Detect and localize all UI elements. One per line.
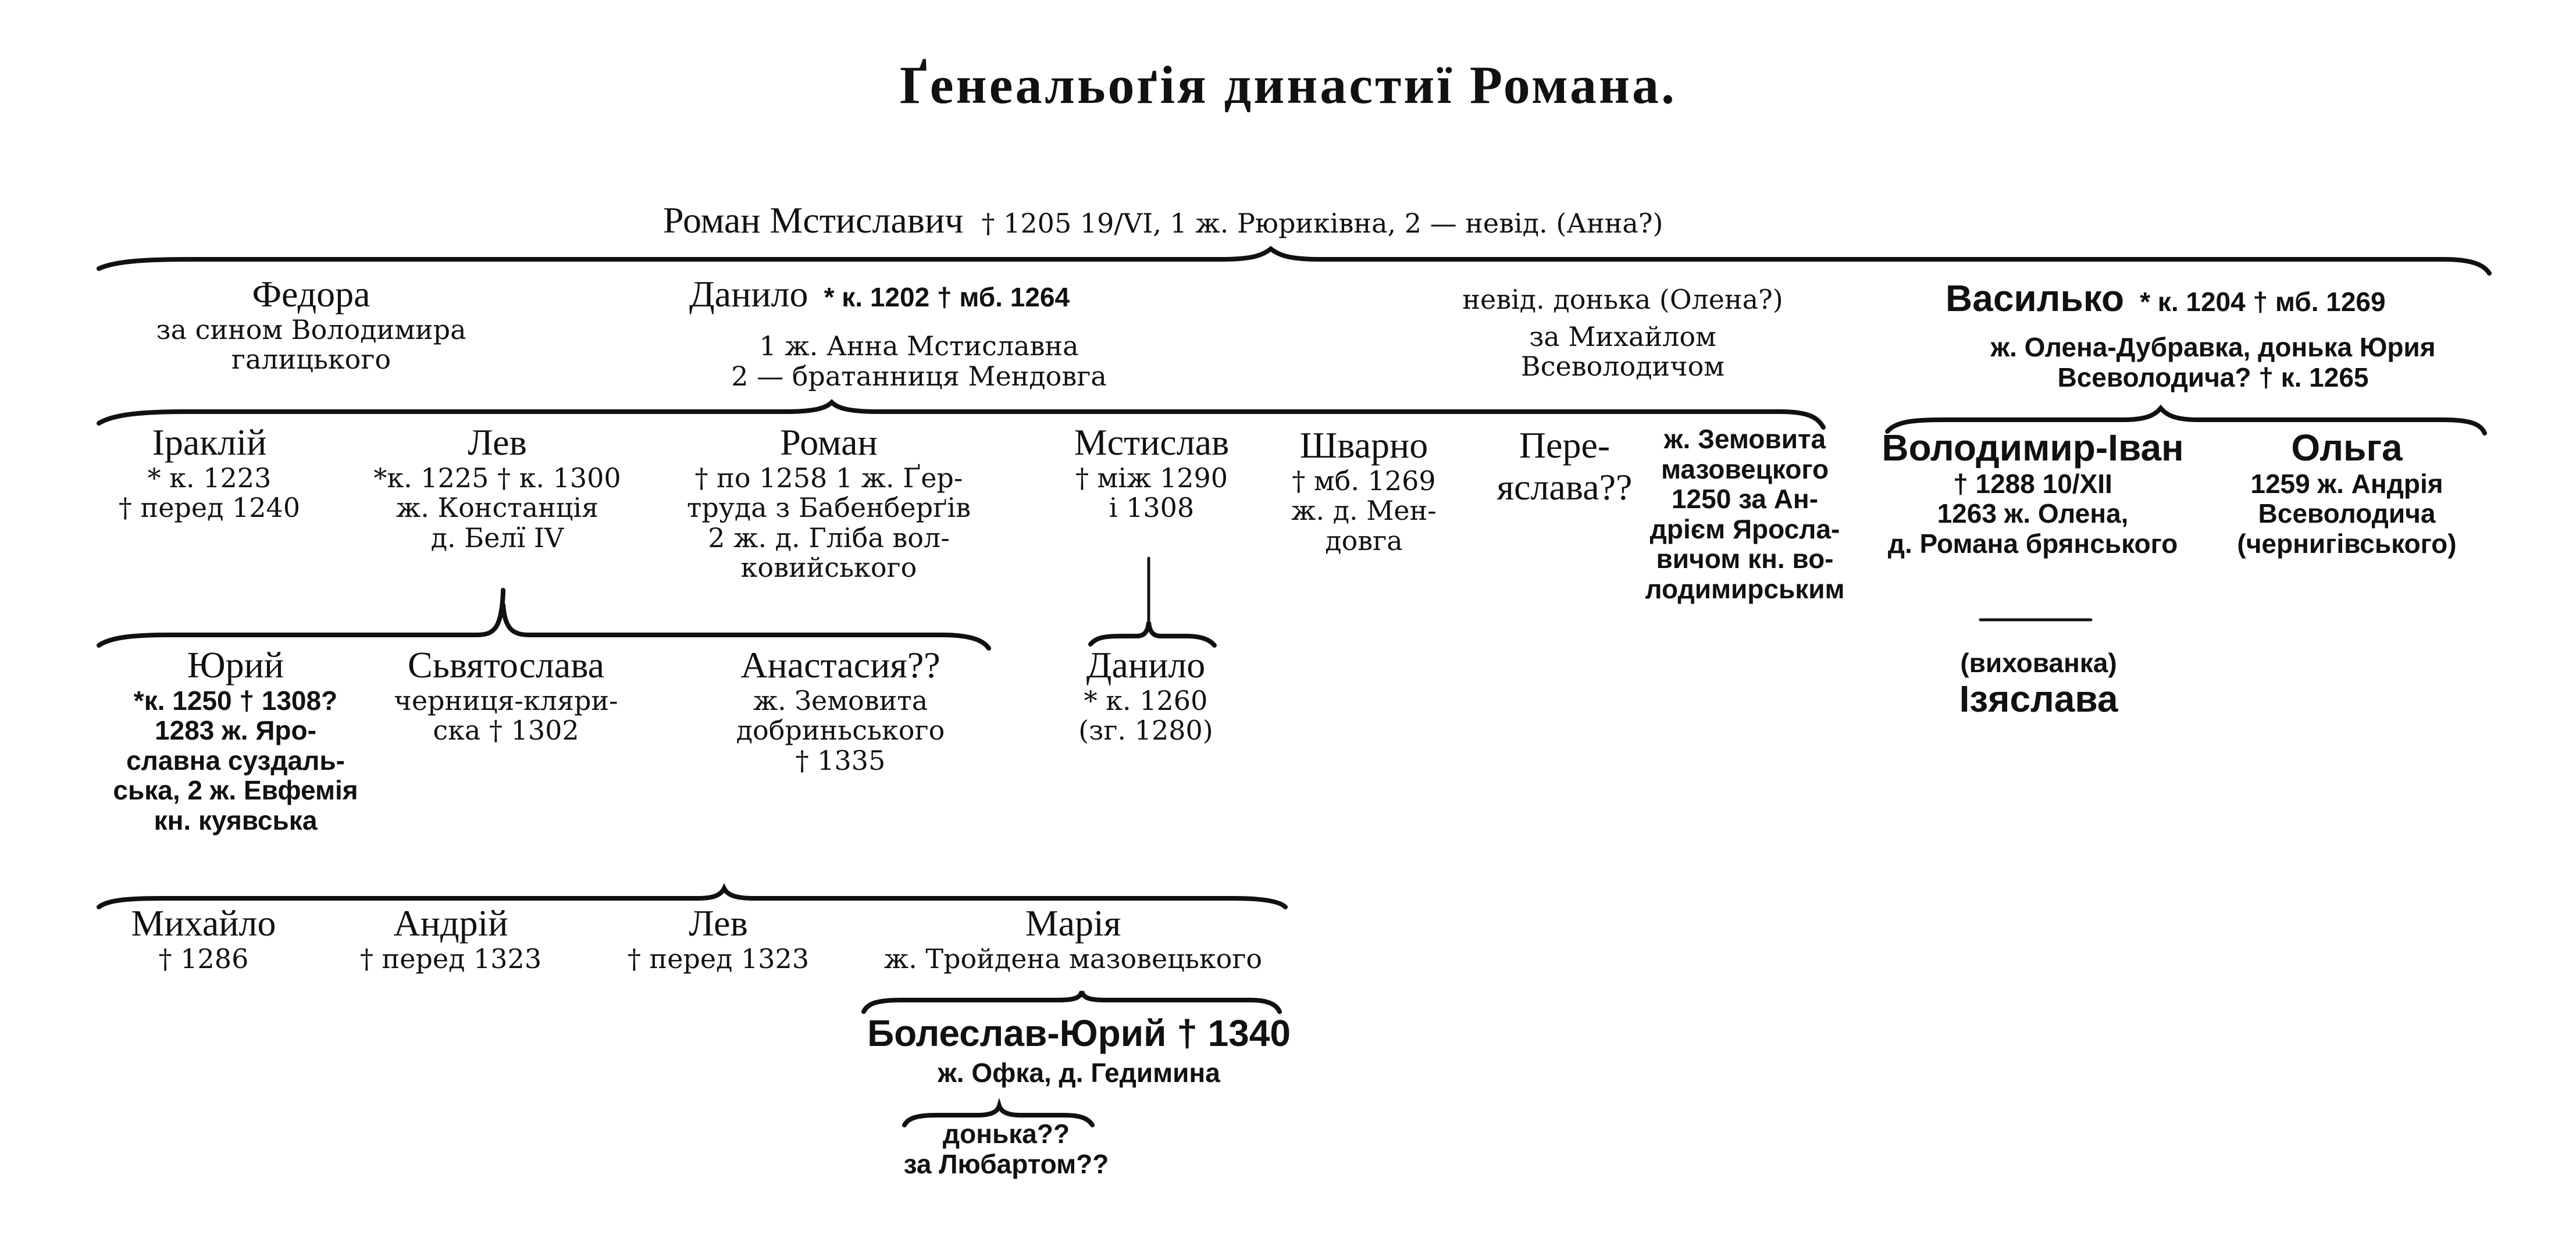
person-mykhaylo	[105, 902, 302, 974]
person-note: довга	[1325, 524, 1403, 556]
person-note: (чернигівського)	[2237, 528, 2457, 559]
person-note: (вихованка)	[1960, 648, 2117, 678]
person-irakliy	[113, 422, 305, 523]
person-note: д. Романа брянського	[1887, 528, 2178, 559]
person-note: * к. 1223	[147, 462, 272, 494]
person-note: добриньського	[736, 715, 945, 747]
person-note: ж. Офка, д. Гедимина	[938, 1057, 1220, 1088]
person-note: † 1288 10/XII	[1953, 468, 2112, 499]
person-dates: * к. 1204 † мб. 1269	[2140, 287, 2386, 317]
person-note: † по 1258 1 ж. Ґер-	[694, 462, 963, 494]
page-title: Ґенеальоґія династиї Романа.	[899, 55, 1677, 115]
root-name: Роман Мстиславич	[663, 199, 964, 241]
person-izyaslava	[1914, 648, 2164, 720]
brace-lev-children	[99, 590, 989, 648]
person-note: кн. куявська	[154, 805, 318, 836]
person-danylo-notes	[698, 331, 1140, 391]
person-olga	[2207, 427, 2486, 559]
person-note: 1263 ж. Олена,	[1937, 498, 2129, 529]
person-name: Мстислав	[1074, 422, 1230, 463]
person-yuriy	[96, 644, 375, 836]
person-note: і 1308	[1109, 492, 1195, 524]
person-note: Всеволодича? † к. 1265	[2057, 362, 2369, 392]
person-dates: * к. 1202 † мб. 1264	[824, 282, 1070, 312]
person-note: 2 — братанниця Мендовга	[731, 360, 1107, 392]
person-name: донька??	[942, 1119, 1070, 1149]
brace-mstyslav-children	[1091, 622, 1214, 645]
person-note: ж. Земовита	[1663, 424, 1826, 454]
root-details: † 1205 19/VI, 1 ж. Рюриківна, 2 — невід. (Анна?)	[981, 208, 1663, 239]
person-note: за Михайлом	[1529, 320, 1716, 352]
person-donka-boleslava	[867, 1119, 1146, 1179]
person-note: 1259 ж. Андрія	[2250, 468, 2443, 499]
person-danylo-mstyslavych	[1053, 644, 1239, 746]
person-shvarno	[1265, 424, 1463, 556]
person-boleslav-yuriy	[846, 1013, 1312, 1088]
person-note: ж. Констанція	[396, 492, 599, 524]
person-name: Іраклій	[152, 422, 267, 463]
person-fedora	[125, 273, 497, 375]
person-name: Лев	[689, 902, 748, 944]
person-andriy	[332, 902, 570, 974]
person-note: мазовецкого	[1661, 454, 1829, 484]
person-volodymyr-ivan	[1867, 427, 2199, 559]
person-note: черниця-кляри-	[394, 684, 618, 716]
person-mstyslav	[1041, 422, 1262, 523]
person-note: † перед 1323	[627, 942, 810, 974]
person-note: дрієм Яросла-	[1649, 513, 1840, 544]
person-name: Федора	[252, 273, 370, 315]
person-name: Василько	[1946, 277, 2125, 319]
person-name: Юрий	[187, 644, 284, 686]
person-note: † мб. 1269	[1292, 465, 1436, 497]
person-name: Ізяслава	[1959, 677, 2118, 720]
person-donka	[1413, 285, 1832, 382]
person-note: ж. Земовита	[753, 684, 928, 716]
person-name: Ольга	[2291, 427, 2403, 469]
person-name: Марія	[1025, 902, 1121, 944]
person-note: 1250 за Ан-	[1671, 484, 1819, 515]
brace-mariya-children	[864, 991, 1280, 1012]
person-danylo	[689, 273, 1070, 315]
person-pereyaslava-notes	[1634, 424, 1855, 604]
person-name: Сьвятослава	[408, 644, 604, 686]
person-name: Володимир-Іван	[1882, 427, 2184, 469]
person-name: Анастасия??	[740, 644, 940, 686]
person-note: *к. 1250 † 1308?	[133, 685, 338, 716]
person-note: ська, 2 ж. Евфемія	[113, 775, 358, 806]
person-note: *к. 1225 † к. 1300	[373, 462, 621, 494]
person-note: вичом кн. во-	[1656, 544, 1834, 574]
person-name: Роман	[780, 422, 878, 463]
person-mariya	[852, 902, 1294, 974]
person-note: † 1335	[795, 744, 886, 776]
person-note: ж. Олена-Дубравка, донька Юрия	[1990, 332, 2436, 362]
root-person	[663, 199, 1663, 241]
person-note: † між 1290	[1075, 462, 1228, 494]
person-name: Данило	[1086, 644, 1206, 686]
person-name: Данило	[689, 273, 808, 315]
person-name: невід. донька (Олена?)	[1462, 284, 1783, 315]
person-anastasiya	[689, 644, 992, 776]
person-vasylko-notes	[1937, 333, 2489, 392]
person-note: 2 ж. д. Гліба вол-	[708, 522, 950, 554]
person-name: Пере-	[1519, 424, 1611, 466]
brace-root-children	[99, 249, 2489, 273]
person-name: Шварно	[1299, 424, 1428, 466]
person-note: † 1286	[158, 942, 249, 974]
person-note: за сином Володимира	[156, 313, 466, 345]
person-svyatoslava	[378, 644, 634, 746]
person-name: Михайло	[131, 902, 276, 944]
person-note: * к. 1260	[1084, 684, 1208, 716]
person-lev-yuriyovych	[599, 902, 838, 974]
person-note: ж. д. Мен-	[1291, 495, 1437, 527]
person-note: Всеволодичом	[1520, 351, 1725, 383]
person-note: 1 ж. Анна Мстиславна	[759, 330, 1079, 362]
person-note: † перед 1323	[359, 942, 542, 974]
person-pereyaslava	[1480, 424, 1649, 508]
person-note: д. Белї IV	[430, 522, 564, 554]
person-note: ковийського	[740, 552, 917, 584]
person-note: славна суздаль-	[126, 745, 345, 776]
person-note: Всеволодича	[2258, 498, 2436, 529]
person-name: яслава??	[1497, 466, 1633, 508]
person-name: Болеслав-Юрий † 1340	[867, 1012, 1291, 1054]
person-note: (зг. 1280)	[1078, 715, 1213, 747]
person-vasylko	[1946, 278, 2386, 320]
person-roman	[660, 422, 997, 583]
person-name: Лев	[468, 422, 527, 463]
person-note: † перед 1240	[118, 492, 301, 524]
person-note: галицького	[231, 344, 391, 376]
person-name: Андрій	[393, 902, 508, 944]
person-note: за Любартом??	[903, 1148, 1109, 1179]
person-note: труда з Бабенберґів	[686, 492, 971, 524]
person-note: ска † 1302	[433, 715, 579, 747]
person-note: 1283 ж. Яро-	[155, 715, 316, 746]
person-note: ж. Тройдена мазовецького	[883, 942, 1263, 974]
person-lev	[358, 422, 637, 553]
person-note: лодимирським	[1645, 573, 1845, 604]
